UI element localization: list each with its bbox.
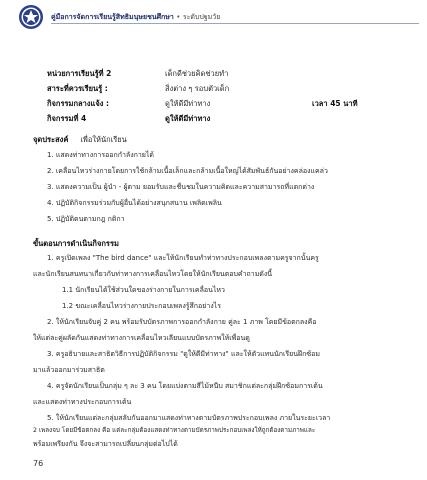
page-header [18,4,418,36]
objectives-title: จุดประสงค์ [33,135,69,144]
objective-item: 1. แสดงท่าทางการออกกำลังกายได้ [47,151,154,159]
objectives-intro: เพื่อให้นักเรียน [80,135,127,144]
activity-label: กิจกรรมที่ 4 [47,114,87,123]
topic-label: สาระที่ควรเรียนรู้ : [47,84,108,93]
core-activity-value: ดูให้ดีมีท่าทาง [165,99,211,108]
procedure-line: พร้อมเพรียงกัน จึงจะสามารถเปลี่ยนกลุ่มต่อไปได้ [33,440,178,448]
unit-value: เด็กดีช่วยคิดช่วยทำ [165,69,229,78]
procedure-line: 4. ครูจัดนักเรียนเป็นกลุ่ม ๆ ละ 3 คน โดยแบ่งตามสีไม้หนีบ สมาชิกแต่ละกลุ่มฝึกซ้อมการเต้น [47,382,323,390]
procedure-line: 2. ให้นักเรียนจับคู่ 2 คน พร้อมรับบัตรภาพการออกกำลังกาย คู่ละ 1 ภาพ โดยมีข้อตกลงคือ [47,318,317,326]
header-divider [51,23,419,24]
procedure-line: ให้แต่ละคู่ผลัดกันแสดงท่าทางการเคลื่อนไหวเลียนแบบบัตรภาพให้เพื่อนดู [33,334,250,342]
procedure-line: 1. ครูเปิดเพลง "The bird dance" และให้นักเรียนทำท่าทางประกอบเพลงตามครูจากนั้นครู [47,254,319,262]
header-title-line [51,12,220,23]
objective-item: 4. ปฏิบัติกิจกรรมร่วมกับผู้อื่นได้อย่างสนุกสนาน เพลิดเพลิน [47,199,222,207]
page-number: 76 [33,459,44,468]
procedure-line: และนักเรียนสนทนาเกี่ยวกับท่าทางการเคลื่อนไหวโดยให้นักเรียนตอบคำถามดังนี้ [33,270,273,278]
objective-item: 3. แสดงความเป็น ผู้นำ - ผู้ตาม ยอมรับและชื่นชมในความคิดและความสามารถที่แตกต่าง [47,183,315,191]
procedure-line: และแสดงท่าทางประกอบการเต้น [33,398,132,406]
procedure-heading: ขั้นตอนการดำเนินกิจกรรม [33,239,119,248]
logo-icon [18,4,44,30]
objective-item: 5. ปฏิบัติตนตามกฎ กติกา [47,215,125,223]
duration: เวลา 45 นาที [312,99,358,108]
procedure-line: มาแล้วออกมาร่วมสาธิต [33,366,105,374]
objectives-heading [33,134,127,146]
procedure-line: 3. ครูอธิบายและสาธิตวิธีการปฏิบัติกิจกรรม "ดูให้ดีมีท่าทาง" และให้ตัวแทนนักเรียนฝึกซ้อม [47,350,320,358]
manual-title: คู่มือการจัดการเรียนรู้สิทธิมนุษยชนศึกษา [51,13,174,21]
objective-item: 2. เคลื่อนไหวร่างกายโดยการใช้กล้ามเนื้อเล็กและกล้ามเนื้อใหญ่ได้สัมพันธ์กันอย่างคล่องแคล่ว [47,167,328,175]
activity-value: ดูให้ดีมีท่าทาง [165,114,211,123]
core-activity-label: กิจกรรมกลางแจ้ง : [47,99,109,108]
level-subtitle: ระดับปฐมวัย [182,13,221,21]
procedure-line: 5. ให้นักเรียนแต่ละกลุ่มสลับกันออกมาแสดงท่าทางตามบัตรภาพประกอบเพลง ภายในระยะเวลา [47,414,331,422]
topic-value: สิ่งต่าง ๆ รอบตัวเด็ก [165,84,230,93]
unit-label: หน่วยการเรียนรู้ที่ 2 [47,69,112,78]
procedure-line: 2 เพลงจบ โดยมีข้อตกลง คือ แต่ละกลุ่มต้องแสดงท่าทางตามบัตรภาพประกอบเพลงให้ถูกต้องตามภาพและ [33,427,316,434]
header-separator: • [176,13,181,21]
procedure-line: 1.2 ขณะเคลื่อนไหวร่างกายประกอบเพลงรู้สึกอย่างไร [62,302,221,310]
procedure-line: 1.1 นักเรียนได้ใช้ส่วนใดของร่างกายในการเคลื่อนไหว [62,286,225,294]
